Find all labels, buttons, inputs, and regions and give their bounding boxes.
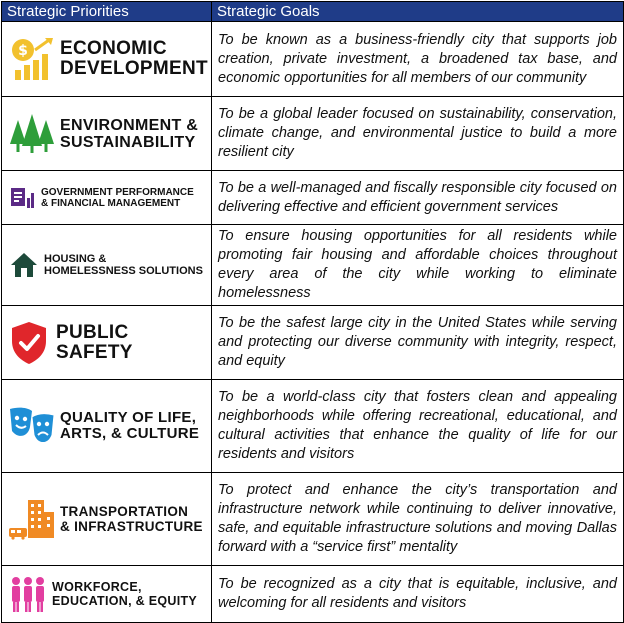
goal-text: To ensure housing opportunities for all residents while promoting fair housing and affordable choices throughout every area of the city while working to eliminate homelessness	[212, 225, 624, 306]
house-icon	[8, 251, 40, 279]
table-row	[2, 97, 624, 171]
table-row	[2, 22, 624, 97]
goal-text: To be recognized as a city that is equitable, inclusive, and welcoming for all residents and visitors	[212, 566, 624, 623]
header-goals: Strategic Goals	[212, 2, 624, 22]
priority-label: TRANSPORTATION & INFRASTRUCTURE	[60, 504, 203, 534]
table-row	[2, 566, 624, 623]
priority-label: ECONOMIC DEVELOPMENT	[60, 38, 208, 79]
finance-icon	[8, 186, 38, 210]
header-row	[2, 2, 624, 22]
buildings-bus-icon	[8, 498, 56, 540]
trees-icon	[8, 114, 56, 154]
table-row	[2, 306, 624, 380]
goal-text: To be the safest large city in the United States while serving and protecting our diverse community with integrity, respect, and equity	[212, 306, 624, 380]
priority-label: ENVIRONMENT & SUSTAINABILITY	[60, 116, 199, 151]
shield-icon	[8, 321, 50, 365]
goal-text: To protect and enhance the city’s transportation and infrastructure network while continuing to deliver innovative, safe, and equitable infrastructure solutions and moving Dallas forward with a “service first” mentality	[212, 473, 624, 566]
table-row	[2, 225, 624, 306]
priority-label: WORKFORCE, EDUCATION, & EQUITY	[52, 580, 198, 608]
strategic-table	[1, 1, 624, 623]
table-row	[2, 171, 624, 225]
goal-text: To be known as a business-friendly city that supports job creation, private investment, a broadened tax base, and economic opportunities for all members of our community	[212, 22, 624, 97]
table-row	[2, 473, 624, 566]
table-row	[2, 380, 624, 473]
goal-text: To be a world-class city that fosters clean and appealing neighborhoods while offering recreational, educational, and cultural activities that enhance the quality of life for our residents and visitors	[212, 380, 624, 473]
priority-label: QUALITY OF LIFE, ARTS, & CULTURE	[60, 409, 200, 442]
priority-label: PUBLIC SAFETY	[56, 321, 133, 363]
goal-text: To be a global leader focused on sustainability, conservation, climate change, and environmental justice to build a more resilient city	[212, 97, 624, 171]
goal-text: To be a well-managed and fiscally responsible city focused on delivering effective and efficient government services	[212, 171, 624, 225]
people-icon	[8, 574, 48, 614]
money-growth-icon	[8, 36, 56, 82]
header-priorities: Strategic Priorities	[2, 2, 212, 22]
priority-label: GOVERNMENT PERFORMANCE & FINANCIAL MANAGEMENT	[41, 186, 194, 209]
priority-label: HOUSING & HOMELESSNESS SOLUTIONS	[44, 253, 203, 277]
svg-text:$: $	[18, 43, 28, 59]
theater-masks-icon	[8, 405, 56, 447]
